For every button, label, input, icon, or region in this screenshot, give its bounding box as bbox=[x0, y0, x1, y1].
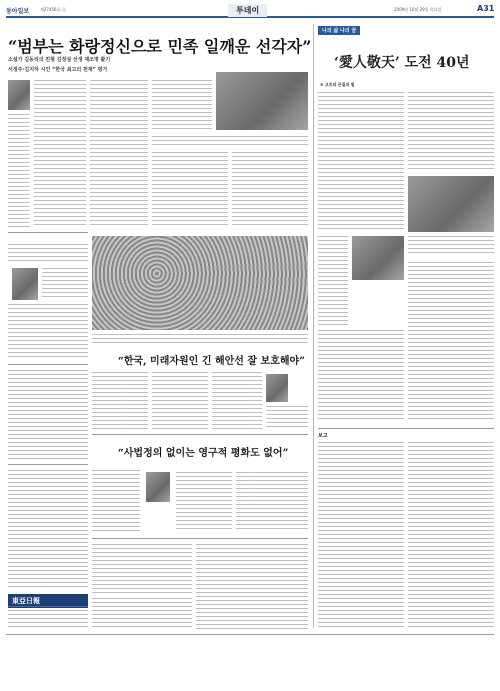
peace-body-col-1 bbox=[92, 470, 140, 532]
rally-body-col-2 bbox=[152, 372, 208, 430]
side-story-1-head bbox=[8, 244, 88, 262]
news-box-2 bbox=[196, 544, 308, 630]
column-box-title: 나의 삶 나의 꿈 bbox=[318, 26, 360, 35]
section-title: 투데이 bbox=[228, 4, 267, 17]
side-story-1-text bbox=[42, 268, 88, 300]
main-body-col-4 bbox=[152, 152, 228, 228]
main-body-col-5 bbox=[232, 152, 308, 228]
main-subhead-2: 서정주·김지하 시인 “한국 최고의 천재” 평가 bbox=[8, 67, 108, 73]
rally-headline: “한국, 미래자원인 긴 해안선 잘 보호해야” bbox=[118, 356, 305, 367]
column-photo-1 bbox=[408, 176, 494, 232]
peace-body-col-2 bbox=[176, 472, 232, 532]
crowd-photo-caption bbox=[92, 334, 308, 346]
column-photo-2 bbox=[352, 236, 404, 280]
column-photo-caption bbox=[408, 236, 494, 256]
news-box-3 bbox=[92, 598, 192, 630]
column-body-col-4 bbox=[408, 262, 494, 422]
main-body-col-0 bbox=[8, 114, 30, 228]
main-subhead-1: 소설가 김동리의 친형 김정설 선생 재조명 활기 bbox=[8, 57, 111, 63]
logo-banner: 東亞日報 bbox=[8, 594, 88, 608]
side-story-3 bbox=[8, 470, 88, 590]
rally-body-col-1 bbox=[92, 372, 148, 430]
news-box-1 bbox=[92, 544, 192, 594]
rally-body-col-3 bbox=[212, 372, 262, 430]
column-body-col-3 bbox=[318, 236, 348, 326]
report-col-2 bbox=[408, 442, 494, 628]
report-title: 보고 bbox=[318, 433, 328, 439]
side-story-2 bbox=[8, 370, 88, 460]
column-calligraphy: ‘愛人敬天’ 도전 40년 bbox=[334, 55, 470, 71]
group-photo-caption bbox=[152, 136, 308, 148]
peace-headline: “사법정의 없이는 영구적 평화도 없어” bbox=[118, 448, 289, 459]
column-body-col-5 bbox=[318, 330, 404, 422]
peace-body-col-3 bbox=[236, 472, 308, 532]
portrait-photo bbox=[8, 80, 30, 110]
main-headline: “범부는 화랑정신으로 민족 일깨운 선각자” bbox=[8, 37, 312, 56]
report-col-1 bbox=[318, 442, 404, 628]
side-story-1-photo bbox=[12, 268, 38, 300]
main-body-col-3 bbox=[152, 80, 212, 132]
rally-portrait bbox=[266, 374, 288, 402]
issue-date: 2009년 10월 29일 목요일 bbox=[394, 7, 442, 12]
page-number: A31 bbox=[477, 4, 495, 13]
group-photo bbox=[216, 72, 308, 130]
page-header bbox=[6, 4, 494, 18]
crowd-photo bbox=[92, 236, 308, 330]
peace-portrait bbox=[146, 472, 170, 502]
main-body-col-1 bbox=[34, 80, 86, 228]
issue-number: 제27456호 ⓐ bbox=[40, 7, 66, 12]
logo-banner-info bbox=[8, 606, 88, 630]
paper-name: 동아일보 bbox=[6, 8, 30, 15]
main-body-col-2 bbox=[90, 80, 148, 228]
rally-body-col-4 bbox=[266, 406, 308, 430]
side-story-1-body bbox=[8, 304, 88, 360]
column-byline: ⑥ 고흐의 끈질의 힘 bbox=[320, 82, 355, 87]
column-body-col-1 bbox=[318, 92, 404, 232]
column-body-col-2 bbox=[408, 92, 494, 172]
